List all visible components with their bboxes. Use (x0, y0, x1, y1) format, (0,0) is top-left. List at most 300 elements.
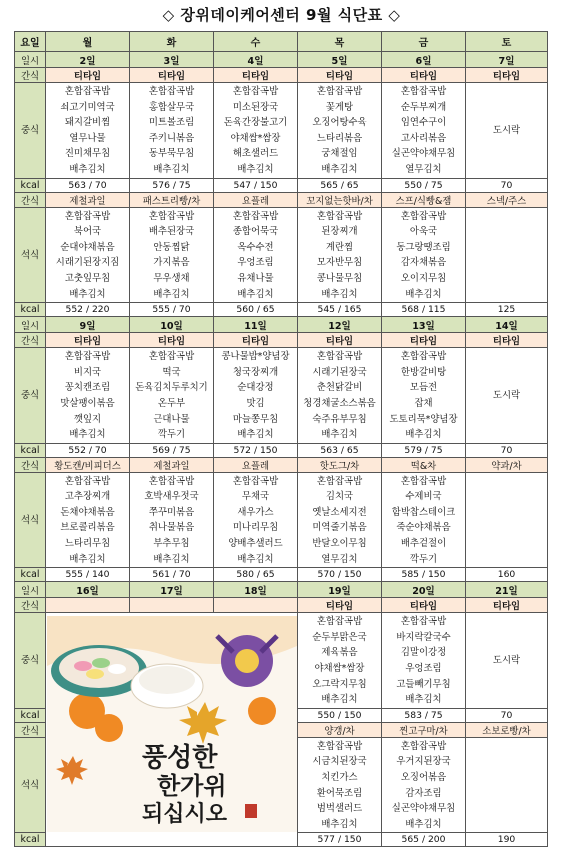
teatime-row (15, 333, 548, 348)
corner-label: 요일 (15, 32, 46, 52)
menu-item: 호박새우젓국 (144, 491, 199, 503)
svg-text:풍성한: 풍성한 (141, 743, 217, 774)
menu-item: 취나물볶음 (148, 522, 195, 534)
kcal-cell: 563 / 65 (298, 443, 382, 457)
snack-label: 간식 (15, 68, 46, 83)
day-header: 화 (130, 32, 214, 52)
dinner-menu-cell (46, 207, 130, 303)
menu-item: 궁채절임 (321, 148, 358, 160)
menu-item: 부추무침 (153, 538, 190, 550)
menu-item: 감자채볶음 (400, 257, 447, 269)
date-row (15, 317, 548, 333)
lunch-menu-cell (382, 83, 466, 179)
seal-stamp-icon (245, 804, 257, 818)
date-cell: 10일 (130, 317, 214, 333)
snack-cell: 꼬지없는핫바/차 (298, 192, 382, 207)
menu-item: 배추김치 (153, 553, 190, 565)
rice-bowl-icon (131, 664, 203, 708)
teatime-row (15, 598, 548, 613)
menu-item: 혼합잡곡밥 (232, 475, 279, 487)
dinner-label: 석식 (15, 472, 46, 568)
menu-item: 배추김치 (405, 694, 442, 706)
menu-item: 도토리묵*양념장 (389, 413, 458, 425)
kcal-cell: 545 / 165 (298, 303, 382, 317)
menu-item: 김치국 (325, 491, 354, 503)
menu-item: 함박찹스테이크 (391, 506, 456, 518)
kcal-label: kcal (15, 568, 46, 582)
dinner-menu-cell (298, 472, 382, 568)
menu-item: 오징어볶음 (400, 772, 447, 783)
menu-item: 혼합잡곡밥 (316, 616, 363, 628)
day-header: 금 (382, 32, 466, 52)
menu-item: 깍두기 (157, 429, 186, 441)
menu-item: 배추김치 (69, 163, 106, 175)
menu-item: 쭈꾸미볶음 (148, 506, 195, 518)
menu-item: 안동찜닭 (153, 241, 190, 253)
menu-item: 쇠고기미역국 (60, 101, 115, 113)
menu-item: 배추김치 (237, 163, 274, 175)
teatime-cell: 티타임 (46, 68, 130, 83)
dinner-menu-cell (130, 207, 214, 303)
menu-item: 도시락 (492, 124, 521, 136)
menu-item: 새우가스 (237, 506, 274, 518)
teatime-cell: 티타임 (130, 68, 214, 83)
dinner-label: 석식 (15, 737, 46, 833)
menu-item: 돼지갈비찜 (64, 117, 111, 129)
menu-item: 치킨가스 (321, 772, 358, 783)
kcal-label: kcal (15, 303, 46, 317)
teatime-cell: 티타임 (298, 68, 382, 83)
menu-item: 배추김치 (321, 163, 358, 175)
menu-item: 오이지무침 (400, 272, 447, 284)
menu-item: 느타리무침 (64, 538, 111, 550)
menu-item: 북어국 (73, 226, 102, 238)
menu-item: 열무김치 (321, 553, 358, 565)
kcal-cell: 565 / 200 (382, 833, 466, 847)
menu-item: 배추김치 (405, 818, 442, 830)
date-cell: 3일 (130, 52, 214, 68)
menu-item: 미역줄기볶음 (312, 522, 367, 534)
menu-item: 도시락 (492, 390, 521, 402)
menu-item: 종합어묵국 (232, 226, 279, 238)
menu-item: 열무김치 (405, 163, 442, 175)
kcal-cell: 190 (466, 833, 548, 847)
menu-item: 임연수구이 (400, 117, 447, 129)
kcal-cell: 583 / 75 (382, 708, 466, 722)
menu-item: 실곤약야채무침 (391, 148, 456, 160)
snack-cell: 떡&차 (382, 457, 466, 472)
menu-item: 돈채야채볶음 (60, 506, 115, 518)
snack-cell: 양갱/차 (298, 722, 382, 737)
menu-item: 배추김치 (237, 288, 274, 300)
kcal-label: kcal (15, 178, 46, 192)
kcal-cell: 563 / 70 (46, 178, 130, 192)
snack-cell: 약과/차 (466, 457, 548, 472)
kcal-cell: 572 / 150 (214, 443, 298, 457)
kcal-cell: 550 / 150 (298, 708, 382, 722)
menu-item: 혼합잡곡밥 (232, 210, 279, 222)
menu-item: 배추김치 (405, 288, 442, 300)
menu-item: 배추김치 (321, 429, 358, 441)
kcal-cell: 570 / 150 (298, 568, 382, 582)
lunch-menu-cell (298, 83, 382, 179)
date-cell: 5일 (298, 52, 382, 68)
dinner-row (15, 207, 548, 303)
teatime-cell: 티타임 (214, 333, 298, 348)
menu-item: 혼합잡곡밥 (148, 475, 195, 487)
menu-item: 김말이강정 (400, 647, 447, 659)
menu-item: 배추김치 (237, 553, 274, 565)
lunch-menu-cell (466, 348, 548, 444)
kcal-cell: 576 / 75 (130, 178, 214, 192)
lunch-row (15, 348, 548, 444)
kcal-cell: 577 / 150 (298, 833, 382, 847)
snack-cell: 제철과일 (46, 192, 130, 207)
date-label: 일시 (15, 317, 46, 333)
menu-item: 모듬전 (409, 382, 438, 394)
teatime-cell (130, 598, 214, 613)
menu-item: 배추된장국 (148, 226, 195, 238)
kcal-cell: 70 (466, 708, 548, 722)
menu-item: 혼합잡곡밥 (316, 740, 363, 752)
dinner-menu-cell (466, 737, 548, 833)
menu-item: 떡국 (162, 366, 181, 378)
menu-item: 돈육김치두루치기 (135, 382, 208, 394)
teatime-cell: 티타임 (298, 333, 382, 348)
menu-item: 혼합잡곡밥 (148, 86, 195, 97)
teatime-cell: 티타임 (298, 598, 382, 613)
menu-item: 고추장찌개 (64, 491, 111, 503)
menu-item: 동그랑땡조림 (396, 241, 451, 253)
menu-item: 죽순야채볶음 (396, 522, 451, 534)
date-cell: 18일 (214, 582, 298, 598)
kcal-cell: 569 / 75 (130, 443, 214, 457)
menu-item: 시래기된장지짐 (55, 257, 120, 269)
menu-item: 된장찌개 (321, 226, 358, 238)
day-header: 목 (298, 32, 382, 52)
menu-item: 맛살팽이볶음 (60, 397, 115, 409)
date-cell: 14일 (466, 317, 548, 333)
kcal-cell: 552 / 70 (46, 443, 130, 457)
day-header: 수 (214, 32, 298, 52)
snack-cell: 패스트리빵/차 (130, 192, 214, 207)
menu-item: 혼합잡곡밥 (400, 616, 447, 628)
menu-item: 미소된장국 (232, 101, 279, 113)
menu-item: 고들빼기무침 (396, 678, 451, 690)
day-header: 토 (466, 32, 548, 52)
kcal-cell: 555 / 70 (130, 303, 214, 317)
menu-item: 혼합잡곡밥 (64, 351, 111, 363)
menu-item: 맛김 (246, 397, 265, 409)
lunch-menu-cell (130, 348, 214, 444)
dinner-label: 석식 (15, 207, 46, 303)
menu-item: 춘천닭갈비 (316, 382, 363, 394)
menu-item: 해초샐러드 (232, 148, 279, 160)
date-cell: 12일 (298, 317, 382, 333)
teatime-cell (46, 598, 130, 613)
kcal-cell: 580 / 65 (214, 568, 298, 582)
menu-item: 혼합잡곡밥 (400, 475, 447, 487)
lunch-kcal-row (15, 178, 548, 192)
menu-item: 근대나물 (153, 413, 190, 425)
snack-cell: 소보로빵/차 (466, 722, 548, 737)
menu-item: 양배추샐러드 (228, 538, 283, 550)
menu-item: 혼합잡곡밥 (400, 740, 447, 752)
menu-item: 배추김치 (237, 429, 274, 441)
dinner-menu-cell (382, 472, 466, 568)
menu-item: 범벅샐러드 (316, 803, 363, 815)
kcal-cell: 560 / 65 (214, 303, 298, 317)
menu-item: 오징어탕수육 (312, 117, 367, 129)
kcal-label: kcal (15, 443, 46, 457)
menu-item: 배추김치 (321, 818, 358, 830)
menu-item: 브로콜리볶음 (60, 522, 115, 534)
dinner-menu-cell (382, 207, 466, 303)
menu-item: 우엉조림 (237, 257, 274, 269)
kcal-cell: 568 / 115 (382, 303, 466, 317)
menu-item: 아욱국 (409, 226, 438, 238)
menu-item: 수제비국 (405, 491, 442, 503)
snack-cell: 요플레 (214, 457, 298, 472)
menu-item: 무채국 (241, 491, 270, 503)
teatime-cell: 티타임 (130, 333, 214, 348)
lunch-label: 중식 (15, 348, 46, 444)
dinner-menu-cell (46, 472, 130, 568)
teatime-cell: 티타임 (382, 598, 466, 613)
lunch-menu-cell (46, 83, 130, 179)
menu-item: 온두부 (157, 397, 186, 409)
kcal-cell: 555 / 140 (46, 568, 130, 582)
menu-item: 도시락 (492, 655, 521, 667)
menu-item: 배추김치 (69, 288, 106, 300)
lunch-menu-cell (382, 613, 466, 709)
menu-item: 야채쌈*쌈장 (314, 663, 365, 675)
date-cell: 21일 (466, 582, 548, 598)
lunch-menu-cell (214, 83, 298, 179)
lunch-menu-cell (382, 348, 466, 444)
menu-item: 혼합잡곡밥 (400, 210, 447, 222)
menu-item: 배추김치 (69, 553, 106, 565)
menu-item: 순두부찌개 (400, 101, 447, 113)
menu-item: 실곤약야채무침 (391, 803, 456, 815)
menu-item: 주키니볶음 (148, 132, 195, 144)
menu-item: 환어묵조림 (316, 787, 363, 799)
teatime-cell: 티타임 (466, 598, 548, 613)
menu-item: 혼합잡곡밥 (64, 86, 111, 97)
menu-item: 돈육간장불고기 (223, 117, 288, 129)
kcal-cell: 585 / 150 (382, 568, 466, 582)
dinner-kcal-row (15, 568, 548, 582)
menu-item: 마늘쫑무침 (232, 413, 279, 425)
kcal-cell: 125 (466, 303, 548, 317)
menu-item: 우거지된장국 (396, 756, 451, 768)
menu-item: 혼합잡곡밥 (64, 475, 111, 487)
snack-row (15, 192, 548, 207)
lunch-menu-cell (466, 613, 548, 709)
lunch-label: 중식 (15, 613, 46, 709)
dinner-menu-cell (298, 737, 382, 833)
teatime-row (15, 68, 548, 83)
menu-item: 배추겉절이 (400, 538, 447, 550)
menu-item: 숙주유부무침 (312, 413, 367, 425)
teatime-cell: 티타임 (466, 68, 548, 83)
menu-item: 혼합잡곡밥 (400, 86, 447, 97)
date-cell: 2일 (46, 52, 130, 68)
teatime-cell: 티타임 (382, 68, 466, 83)
menu-item: 바지락칼국수 (396, 631, 451, 643)
date-cell: 13일 (382, 317, 466, 333)
menu-item: 오그락지무침 (312, 678, 367, 690)
kcal-label: kcal (15, 833, 46, 847)
date-cell: 20일 (382, 582, 466, 598)
snack-cell: 요플레 (214, 192, 298, 207)
menu-item: 반달오이무침 (312, 538, 367, 550)
menu-item: 혼합잡곡밥 (316, 351, 363, 363)
lunch-menu-cell (46, 348, 130, 444)
menu-item: 혼합잡곡밥 (400, 351, 447, 363)
menu-item: 열무나물 (69, 132, 106, 144)
menu-item: 미트볼조림 (148, 117, 195, 129)
menu-item: 한방갈비탕 (400, 366, 447, 378)
dinner-menu-cell (466, 472, 548, 568)
lunch-menu-cell (214, 348, 298, 444)
menu-item: 유채나물 (237, 272, 274, 284)
teatime-cell: 티타임 (46, 333, 130, 348)
menu-item: 시금치된장국 (312, 756, 367, 768)
menu-item: 배추김치 (321, 288, 358, 300)
teatime-cell: 티타임 (382, 333, 466, 348)
kcal-cell: 550 / 75 (382, 178, 466, 192)
menu-item: 혼합잡곡밥 (316, 210, 363, 222)
dinner-menu-cell (466, 207, 548, 303)
lunch-row (15, 83, 548, 179)
date-row (15, 582, 548, 598)
dinner-menu-cell (130, 472, 214, 568)
menu-table (14, 31, 548, 847)
date-cell: 4일 (214, 52, 298, 68)
day-header: 월 (46, 32, 130, 52)
snack-row (15, 457, 548, 472)
lunch-menu-cell (298, 348, 382, 444)
kcal-cell: 160 (466, 568, 548, 582)
kcal-cell: 70 (466, 443, 548, 457)
lunch-kcal-row (15, 443, 548, 457)
menu-item: 느타리볶음 (316, 132, 363, 144)
menu-item: 모자반무침 (316, 257, 363, 269)
menu-item: 진미채무침 (64, 148, 111, 160)
menu-item: 배추김치 (405, 429, 442, 441)
kcal-label: kcal (15, 708, 46, 722)
menu-item: 고사리볶음 (400, 132, 447, 144)
header-row (15, 32, 548, 52)
snack-cell: 황도캔/비피더스 (46, 457, 130, 472)
lunch-menu-cell (298, 613, 382, 709)
menu-item: 청경채굴소스볶음 (303, 397, 376, 409)
menu-item: 옛날소세지전 (312, 506, 367, 518)
dinner-menu-cell (214, 207, 298, 303)
menu-item: 순두부맑은국 (312, 631, 367, 643)
menu-item: 배추김치 (321, 694, 358, 706)
snack-label: 간식 (15, 457, 46, 472)
date-cell: 11일 (214, 317, 298, 333)
kcal-cell: 561 / 70 (130, 568, 214, 582)
teatime-cell: 티타임 (466, 333, 548, 348)
date-row (15, 52, 548, 68)
snack-label: 간식 (15, 333, 46, 348)
lunch-row (15, 613, 548, 709)
dinner-row (15, 472, 548, 568)
menu-item: 배추김치 (153, 288, 190, 300)
menu-item: 혼합잡곡밥 (232, 86, 279, 97)
menu-item: 미나리무침 (232, 522, 279, 534)
dinner-menu-cell (298, 207, 382, 303)
chuseok-illustration (47, 616, 297, 832)
menu-item: 혼합잡곡밥 (148, 351, 195, 363)
date-cell: 17일 (130, 582, 214, 598)
menu-item: 순대야채볶음 (60, 241, 115, 253)
menu-item: 콩나물밥*양념장 (221, 351, 290, 363)
dinner-kcal-row (15, 303, 548, 317)
kcal-cell: 70 (466, 178, 548, 192)
teatime-cell: 티타임 (214, 68, 298, 83)
menu-item: 계란찜 (325, 241, 354, 253)
snack-label: 간식 (15, 722, 46, 737)
menu-item: 감자조림 (405, 787, 442, 799)
menu-item: 제육볶음 (321, 647, 358, 659)
menu-item: 배추김치 (153, 163, 190, 175)
menu-item: 비지국 (73, 366, 102, 378)
menu-item: 야채쌈*쌈장 (230, 132, 281, 144)
menu-item: 순대강정 (237, 382, 274, 394)
menu-item: 꽃게탕 (325, 101, 354, 113)
menu-item: 콩나물무침 (316, 272, 363, 284)
lunch-menu-cell (466, 83, 548, 179)
kcal-cell: 565 / 65 (298, 178, 382, 192)
date-cell: 16일 (46, 582, 130, 598)
menu-item: 혼합잡곡밥 (316, 86, 363, 97)
menu-item: 가지볶음 (153, 257, 190, 269)
date-cell: 9일 (46, 317, 130, 333)
snack-cell: 핫도그/차 (298, 457, 382, 472)
menu-item: 무우생채 (153, 272, 190, 284)
date-cell: 7일 (466, 52, 548, 68)
menu-item: 혼합잡곡밥 (148, 210, 195, 222)
menu-item: 배추김치 (69, 429, 106, 441)
snack-cell: 스넥/주스 (466, 192, 548, 207)
menu-item: 잡채 (414, 397, 433, 409)
dinner-menu-cell (382, 737, 466, 833)
snack-cell: 제철과일 (130, 457, 214, 472)
date-label: 일시 (15, 52, 46, 68)
date-cell: 6일 (382, 52, 466, 68)
svg-text:한가위: 한가위 (156, 771, 227, 801)
teatime-cell (214, 598, 298, 613)
lunch-label: 중식 (15, 83, 46, 179)
snack-cell: 찐고구마/차 (382, 722, 466, 737)
menu-item: 동부묵무침 (148, 148, 195, 160)
date-label: 일시 (15, 582, 46, 598)
menu-item: 깍두기 (409, 553, 438, 565)
menu-item: 청국장찌개 (232, 366, 279, 378)
kcal-cell: 547 / 150 (214, 178, 298, 192)
menu-item: 혼합잡곡밥 (316, 475, 363, 487)
menu-item: 홍합살무국 (148, 101, 195, 113)
snack-cell: 스프/식빵&잼 (382, 192, 466, 207)
menu-item: 꽁치캔조림 (64, 382, 111, 394)
date-cell: 19일 (298, 582, 382, 598)
lunch-menu-cell (130, 83, 214, 179)
snack-label: 간식 (15, 192, 46, 207)
